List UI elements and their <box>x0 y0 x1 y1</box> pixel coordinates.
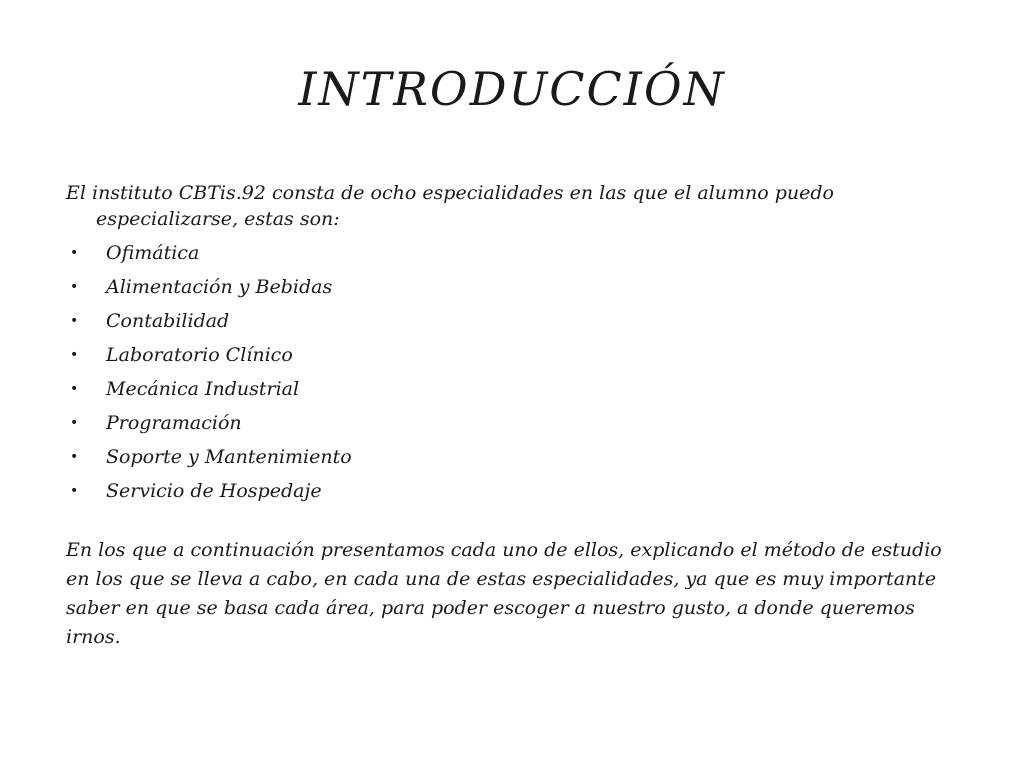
bullet-icon: • <box>70 483 79 499</box>
list-item <box>66 270 966 304</box>
list-item <box>66 338 966 372</box>
list-item <box>66 372 966 406</box>
list-item-label: Ofimática <box>106 242 200 264</box>
list-item-label: Alimentación y Bebidas <box>106 276 333 298</box>
list-item-label: Laboratorio Clínico <box>106 344 293 366</box>
bullet-icon: • <box>70 347 79 363</box>
bullet-icon: • <box>70 381 79 397</box>
bullet-icon: • <box>70 245 79 261</box>
slide-title: INTRODUCCIÓN <box>298 62 726 116</box>
list-item-label: Programación <box>106 412 242 434</box>
list-item-label: Soporte y Mantenimiento <box>106 446 352 468</box>
list-item-label: Contabilidad <box>106 310 230 332</box>
specialties-list <box>66 236 966 508</box>
list-item <box>66 440 966 474</box>
closing-paragraph: En los que a continuación presentamos cada uno de ellos, explicando el método de estudio en los que se lleva a cabo, en cada una de estas especialidades, ya que es muy importante saber en que se basa cada área, para poder escoger a nuestro gusto, a donde queremos irnos. <box>66 539 942 648</box>
list-item-label: Servicio de Hospedaje <box>106 480 322 502</box>
bullet-icon: • <box>70 449 79 465</box>
list-item <box>66 474 966 508</box>
list-item <box>66 304 966 338</box>
intro-paragraph: El instituto CBTis.92 consta de ocho especialidades en las que el alumno puedo especializarse, estas son: <box>66 182 834 230</box>
bullet-icon: • <box>70 313 79 329</box>
list-item <box>66 236 966 270</box>
list-item <box>66 406 966 440</box>
bullet-icon: • <box>70 279 79 295</box>
bullet-icon: • <box>70 415 79 431</box>
list-item-label: Mecánica Industrial <box>106 378 300 400</box>
slide-content <box>66 180 966 652</box>
